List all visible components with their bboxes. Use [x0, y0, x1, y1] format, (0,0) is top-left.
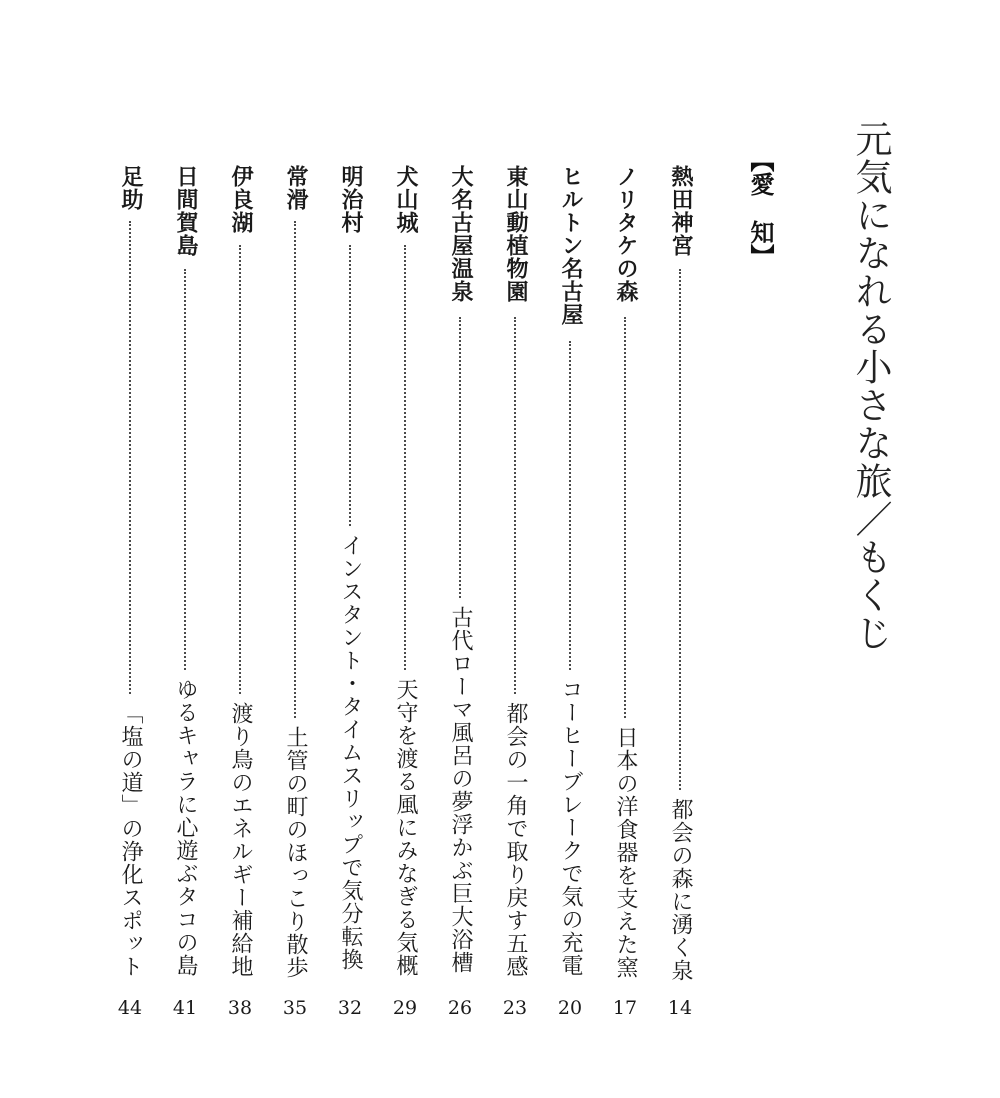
toc-entry-page: 14 [667, 997, 693, 1019]
toc-entry-place: ノリタケの森 [613, 165, 638, 303]
toc-entry-leader [514, 317, 516, 694]
toc-entry[interactable] [605, 165, 645, 1025]
toc-entry-description: 日本の洋食器を支えた窯 [613, 726, 638, 979]
toc-entry-leader [624, 317, 626, 718]
toc-entry-place: 熱田神宮 [668, 165, 693, 257]
toc-entry-description: インスタント・タイムスリップで気分転換 [338, 534, 363, 971]
toc-entry-leader [404, 245, 406, 670]
toc-entry-page: 20 [557, 997, 583, 1019]
section-heading: 【愛 知】 [746, 148, 774, 268]
toc-entry-place: 伊良湖 [228, 165, 253, 234]
toc-entry-leader [459, 317, 461, 598]
toc-entry-page: 26 [447, 997, 473, 1019]
toc-entry[interactable] [660, 165, 700, 1025]
toc-entry-leader [679, 269, 681, 790]
toc-entry-page: 41 [172, 997, 198, 1019]
toc-entry-place: ヒルトン名古屋 [558, 165, 583, 326]
toc-entry-place: 犬山城 [393, 165, 418, 234]
toc-entry-page: 23 [502, 997, 528, 1019]
toc-entry[interactable] [440, 165, 480, 1025]
toc-entry[interactable] [385, 165, 425, 1025]
toc-entry-leader [184, 269, 186, 670]
toc-entry[interactable] [220, 165, 260, 1025]
toc-entry-description: コーヒーブレークで気の充電 [558, 678, 583, 977]
toc-entry[interactable] [330, 165, 370, 1025]
toc-entry-leader [569, 341, 571, 670]
toc-entry-place: 常滑 [283, 165, 308, 211]
toc-entry-page: 29 [392, 997, 418, 1019]
toc-entry-place: 東山動植物園 [503, 165, 528, 303]
toc-entry[interactable] [550, 165, 590, 1025]
toc-entry-description: 都会の一角で取り戻す五感 [503, 702, 528, 978]
toc-entry-description: 古代ローマ風呂の夢浮かぶ巨大浴槽 [448, 606, 473, 974]
toc-entry-place: 大名古屋温泉 [448, 165, 473, 303]
toc-entry-description: 「塩の道」の浄化スポット [118, 702, 143, 978]
toc-entry-description: 渡り鳥のエネルギー補給地 [228, 702, 253, 978]
toc-entry-leader [294, 221, 296, 718]
toc-entry-leader [129, 221, 131, 694]
toc-entry-description: 都会の森に湧く泉 [668, 798, 693, 982]
book-title: 元気になれる小さな旅／もくじ [849, 120, 892, 652]
toc-entry-place: 日間賀島 [173, 165, 198, 257]
toc-entry-description: 天守を渡る風にみなぎる気概 [393, 678, 418, 977]
toc-entry-description: ゆるキャラに心遊ぶタコの島 [173, 678, 198, 977]
toc-entry-leader [349, 245, 351, 526]
toc-entry-place: 明治村 [338, 165, 363, 234]
toc-entry-page: 17 [612, 997, 638, 1019]
toc-entry-page: 35 [282, 997, 308, 1019]
toc-entry[interactable] [165, 165, 205, 1025]
toc-entry-page: 38 [227, 997, 253, 1019]
toc-entry-page: 44 [117, 997, 143, 1019]
toc-entry-description: 土管の町のほっこり散歩 [283, 726, 308, 979]
toc-entry-leader [239, 245, 241, 694]
toc-entry-page: 32 [337, 997, 363, 1019]
toc-entry[interactable] [495, 165, 535, 1025]
toc-entry[interactable] [110, 165, 150, 1025]
toc-entry[interactable] [275, 165, 315, 1025]
toc-entry-place: 足助 [118, 165, 143, 211]
